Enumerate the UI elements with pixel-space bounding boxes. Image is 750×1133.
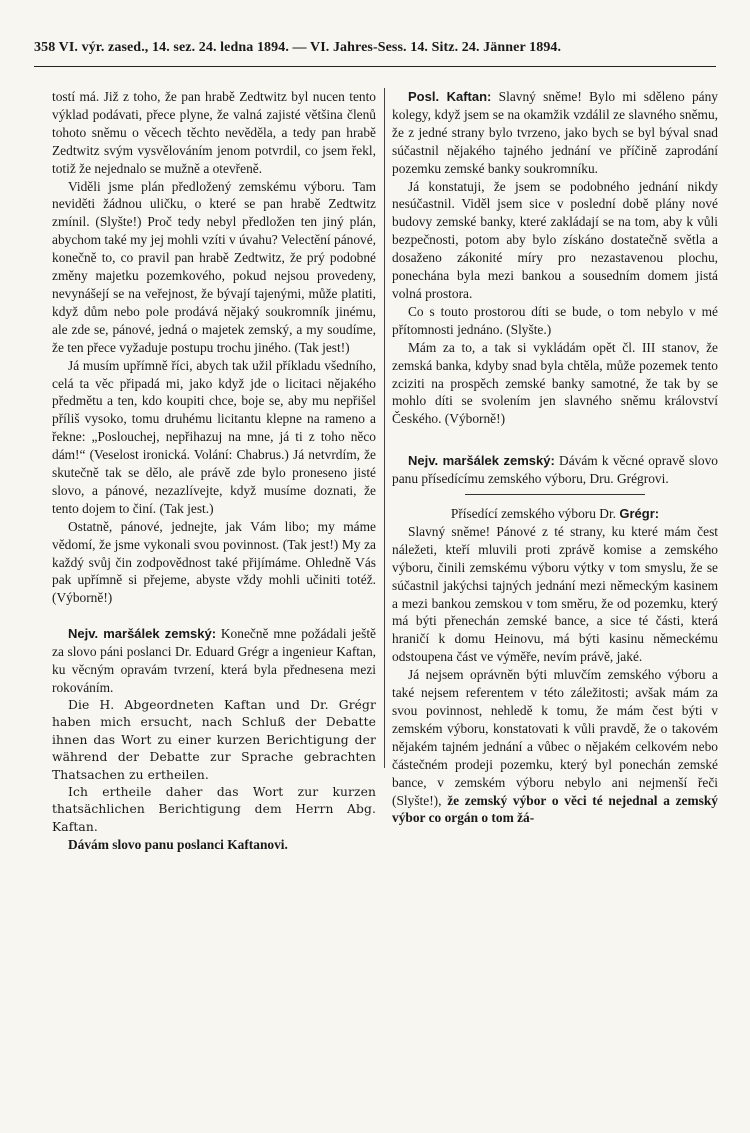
right-column <box>392 88 718 827</box>
speech-text: Já nejsem oprávněn býti mluvčím zemského výboru a také nejsem referentem v této záležitosti; avšak mám za svou povinnost, nehledě k tomu, že mám čest býti v zemském výboru, konstatovati k vůli pravdě, že o takovém nějakém tajném jednání a vůbec o nějakém celkovém nebo částečném prodeji pozemku, který byl ponechán zemské bance, v zemském výboru nebylo ani nejmenší řeči (Slyšte!), <box>392 667 718 808</box>
left-column <box>52 88 376 854</box>
paragraph-speaker <box>392 505 718 523</box>
speaker-name: Posl. Kaftan: <box>408 89 492 104</box>
paragraph <box>392 666 718 827</box>
page-header: 358 VI. výr. zased., 14. sez. 24. ledna 1894. — VI. Jahres-Sess. 14. Sitz. 24. Jänner 1894. <box>34 40 716 67</box>
paragraph: Já musím upřímně říci, abych tak užil příkladu všedního, celá ta věc připadá mi, jako když jde o licitaci nějakého předmětu a ten, kdo koupiti chce, boje se, aby mu nepřišel příliš vysoko, tomu druhému licitantu klepne na rameno a řekne: „Poslouchej, nepřihazuj na mne, já ti z toho něco dám!“ (Veselost ironická. Volání: Chabrus.) Já netvrdím, že skutečně tak se dělo, ale právě zde bylo proneseno jisté slovo, a pánové, nezazlívejte, když musíme doznati, že tento dojem to činí. (Tak jest.) <box>52 357 376 516</box>
speaker-name: Grégr: <box>619 506 660 522</box>
speaker-title: Přísedící zemského výboru Dr. <box>450 506 617 522</box>
column-divider <box>384 88 385 768</box>
speaker-name: Nejv. maršálek zemský: <box>408 453 555 469</box>
speaker-name: Nejv. maršálek zemský: <box>68 626 217 642</box>
section-rule <box>465 494 645 495</box>
paragraph: Slavný sněme! Pánové z té strany, ku které mám čest náležeti, kteří mluvili proti zprávě komise a zemského výboru, činili zemskému výboru výtky v tom smyslu, že se súčastnil jakýchsi tajných jednání mezi německým kasinem a mezi bankou zemskou v tom směru, že od pozemku, který má býti přenechán zemské bance, a sice té části, která hraničí k domu Heinovu, má býti kasinu německému odstoupena část ve výměře, nevím právě, jaké. <box>392 523 718 665</box>
paragraph: Já konstatuji, že jsem se podobného jednání nikdy nesúčastnil. Viděl jsem sice v poslední době plány nové budovy zemské banky, které zakládají se na tom, aby k vůli bezpečnosti, potom aby bylo získáno dostatečně světla a dosaženo zákonité míry pro nezastavenou plochu, ponechána byla mezi bankou a sousedním domem jistá volná prostora. <box>392 178 718 301</box>
speech-text-bold: že zemský výbor o věci té nejednal a zemský výbor co orgán o tom žá- <box>392 792 718 826</box>
paragraph: Dávám slovo panu poslanci Kaftanovi. <box>68 837 288 853</box>
paragraph-german: Ich ertheile daher das Wort zur kurzen thatsächlichen Berichtigung dem Herrn Abg. Kaftan. <box>52 784 376 834</box>
paragraph-speaker <box>392 88 718 178</box>
paragraph: Mám za to, a tak si vykládám opět čl. III stanov, že zemská banka, kdyby snad byla chtěla, může pozemek tento zciziti na prospěch zemské banky samotné, že tak by se mohlo díti se svolením jen slavného sněmu království Českého. (Výborně!) <box>392 339 718 427</box>
paragraph-speaker <box>392 452 718 488</box>
paragraph-german: Die H. Abgeordneten Kaftan und Dr. Grégr haben mich ersucht, nach Schluß der Debatte ihnen das Wort zu einer kurzen Berichtigung der während der Debatte zur Sprache gebrachten Thatsachen zu ertheilen. <box>52 697 376 782</box>
paragraph: Co s touto prostorou díti se bude, o tom nebylo v mé přítomnosti jednáno. (Slyšte.) <box>392 303 718 337</box>
paragraph: Ostatně, pánové, jednejte, jak Vám libo; my máme vědomí, že jsme vykonali svou povinnost. (Tak jest!) My za každý svůj čin zodpovědnost také přijímáme. Ohledně Vás pak upřímně si přejeme, abyste vždy mohli učiniti totéž. (Výborně!) <box>52 518 376 606</box>
paragraph: Viděli jsme plán předložený zemskému výboru. Tam neviděti žádnou uličku, o které se pan hrabě Zedtwitz zmínil. (Slyšte!) Proč tedy nebyl předložen ten jiný plán, abychom také my jej mohli vzíti v úvahu? Velectění pánové, konečně to, co pravil pan hrabě Zedtwitz, že prý podobné změny majetku pozemkového, pokud nejsou provedeny, nevynášejí se na veřejnost, že bývají tajenými, může platiti, když dům nebo pole prodává nějaký soukromník jinému, ale zde se, pánové, jedná o majetek zemský, a my soudíme, že ten přece vyžaduje postupu trochu jiného. (Tak jest!) <box>52 178 377 355</box>
speech-text: Dávám k věcné opravě slovo panu přísedícímu zemského výboru, Dru. Grégrovi. <box>392 453 718 487</box>
paragraph: tostí má. Již z toho, že pan hrabě Zedtwitz byl nucen tento výklad podávati, přece plyne, že valná zajisté většina členů tohoto sněmu o věcech těchto nevěděla, a tedy pan hrabě Zedtwitz svým vysvělováním jenom potvrdil, co jsem řekl, totiž že nejednalo se mužně a otevřeně. <box>52 89 376 176</box>
speech-text: Slavný sněme! Bylo mi sděleno pány kolegy, když jsem se na okamžik vzdálil ze slavného sněmu, že z jedné strany bylo tvrzeno, jako bych se byl býval snad súčastnil nějakého tajného jednání ve příčině zaprodání pozemku zemské banky soukromníku. <box>392 89 718 176</box>
paragraph-speaker <box>52 625 376 697</box>
speech-text: Konečně mne požádali ještě za slovo páni poslanci Dr. Eduard Grégr a ingenieur Kaftan, ku věcným opravám tvrzení, která byla přednesena mezi rokováním. <box>52 626 376 695</box>
